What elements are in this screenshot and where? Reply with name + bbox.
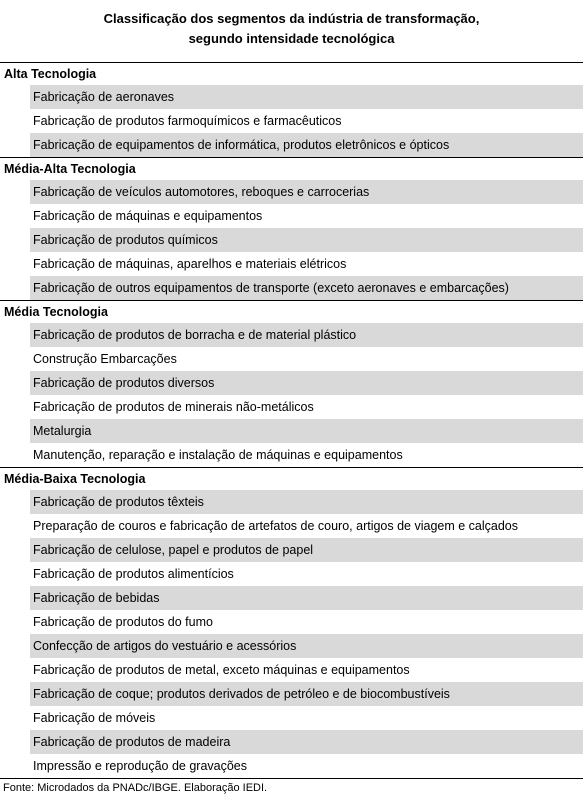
table-row: Impressão e reprodução de gravações <box>33 759 248 773</box>
table-row: Fabricação de máquinas, aparelhos e materiais elétricos <box>33 257 347 271</box>
table-row: Fabricação de produtos do fumo <box>33 615 213 629</box>
table-row: Fabricação de produtos de borracha e de material plástico <box>30 323 583 347</box>
table-row: Fabricação de produtos químicos <box>30 228 583 252</box>
source-note: Fonte: Microdados da PNADc/IBGE. Elaboração IEDI. <box>3 782 268 794</box>
table-row: Fabricação de produtos farmoquímicos e farmacêuticos <box>33 114 342 128</box>
table-row: Metalurgia <box>30 419 583 443</box>
classification-table <box>0 62 583 797</box>
table-row: Manutenção, reparação e instalação de máquinas e equipamentos <box>33 448 403 462</box>
table-title-line-1: Classificação dos segmentos da indústria de transformação, <box>103 11 480 26</box>
table-row: Construção Embarcações <box>33 352 177 366</box>
table-title-line-2: segundo intensidade tecnológica <box>188 31 395 46</box>
table-title <box>0 0 583 51</box>
table-row: Fabricação de produtos diversos <box>30 371 583 395</box>
table-row: Fabricação de aeronaves <box>30 85 583 109</box>
table-row: Fabricação de produtos têxteis <box>30 490 583 514</box>
table-row: Fabricação de celulose, papel e produtos de papel <box>30 538 583 562</box>
table-row: Fabricação de produtos de madeira <box>30 730 583 754</box>
table-row: Fabricação de outros equipamentos de transporte (exceto aeronaves e embarcações) <box>30 276 583 300</box>
table-row: Fabricação de coque; produtos derivados de petróleo e de biocombustíveis <box>30 682 583 706</box>
table-row: Fabricação de equipamentos de informática, produtos eletrônicos e ópticos <box>30 133 583 157</box>
group-header: Média-Alta Tecnologia <box>4 162 136 176</box>
table-row: Confecção de artigos do vestuário e acessórios <box>30 634 583 658</box>
table-row: Fabricação de máquinas e equipamentos <box>33 209 263 223</box>
table-row: Fabricação de produtos de minerais não-metálicos <box>33 400 314 414</box>
table-row: Fabricação de bebidas <box>30 586 583 610</box>
table-row: Fabricação de produtos alimentícios <box>33 567 234 581</box>
table-row: Fabricação de veículos automotores, reboques e carrocerias <box>30 180 583 204</box>
table-row: Fabricação de produtos de metal, exceto máquinas e equipamentos <box>33 663 410 677</box>
group-header: Alta Tecnologia <box>4 67 97 81</box>
table-row: Preparação de couros e fabricação de artefatos de couro, artigos de viagem e calçados <box>33 519 519 533</box>
group-header: Média Tecnologia <box>4 305 108 319</box>
group-header: Média-Baixa Tecnologia <box>4 472 146 486</box>
table-row: Fabricação de móveis <box>33 711 156 725</box>
